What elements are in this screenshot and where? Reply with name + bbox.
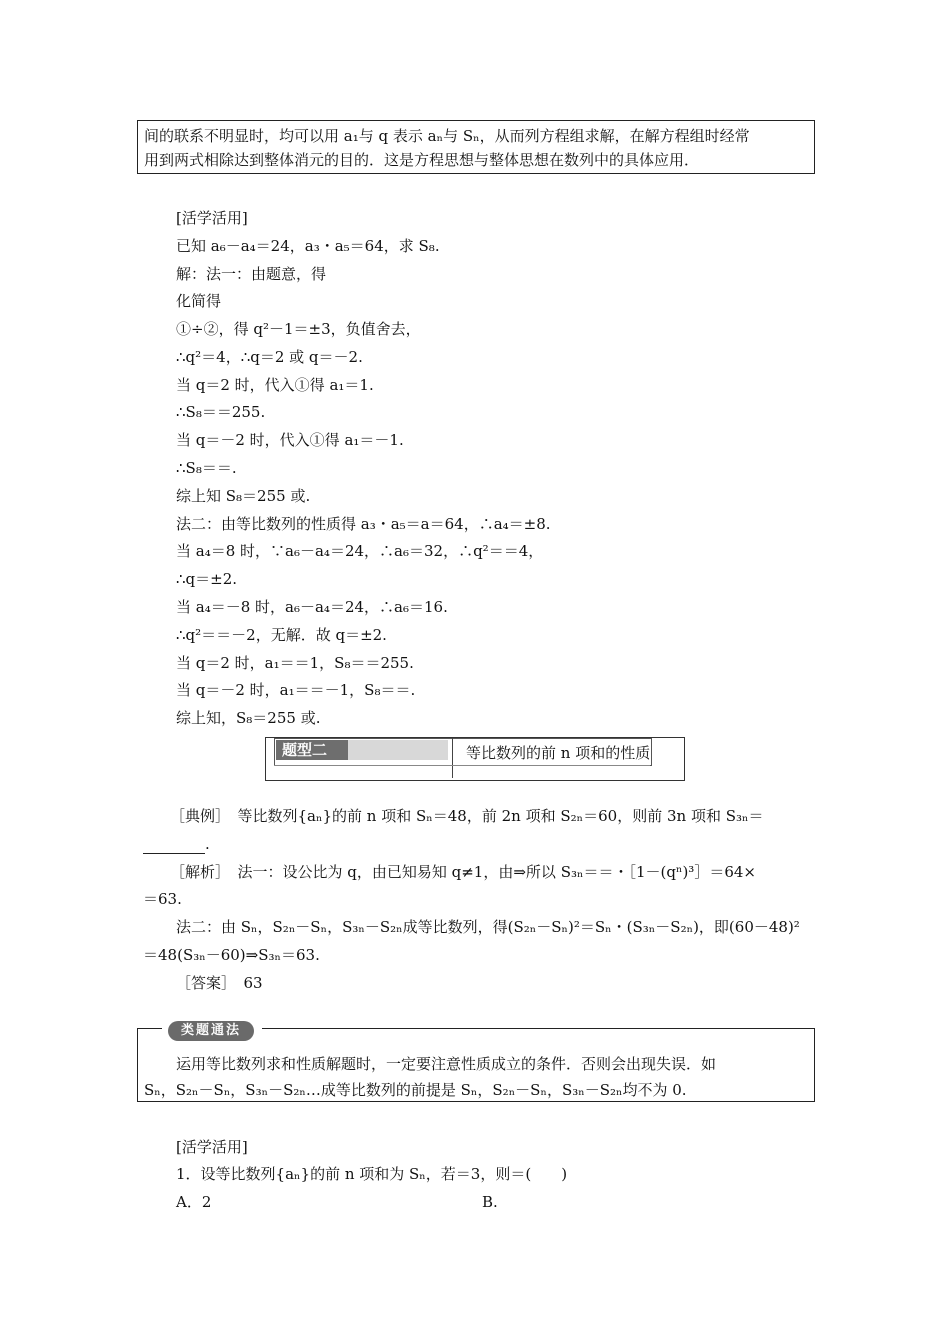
tip-line-2: Sₙ，S₂ₙ－Sₙ，S₃ₙ－S₂ₙ…成等比数列的前提是 Sₙ，S₂ₙ－Sₙ，S₃ₙ－S₂ₙ均不为 0. [144,1081,687,1099]
practice-line: 法二：由等比数列的性质得 a₃・a₅＝a＝64，∴a₄＝±8. [176,515,551,533]
practice-line: 当 q＝－2 时，代入①得 a₁＝－1. [176,431,404,449]
tip-tag: 类题通法 [168,1021,254,1041]
summary-line-1: 间的联系不明显时，均可以用 a₁与 q 表示 aₙ与 Sₙ，从而列方程组求解，在解方程组时经常 [144,127,750,145]
practice-line: ①÷②，得 q²－1＝±3，负值舍去， [176,320,421,338]
practice-line: ∴S₈＝＝. [176,459,237,477]
example-blank-suffix: . [205,835,210,853]
method2-line-2: ＝48(S₃ₙ－60)⇒S₃ₙ＝63. [143,946,320,964]
summary-line-2: 用到两式相除达到整体消元的目的．这是方程思想与整体思想在数列中的具体应用． [144,151,700,169]
example-question: ［典例］ 等比数列{aₙ}的前 n 项和 Sₙ＝48，前 2n 项和 S₂ₙ＝60，则前 3n 项和 S₃ₙ＝ [170,807,764,825]
example-blank-line [143,834,210,854]
practice-line: 解：法一：由题意，得 [176,265,327,283]
practice-line: 当 a₄＝8 时，∵a₆－a₄＝24，∴a₆＝32，∴q²＝＝4， [176,542,544,560]
practice-line: ∴q²＝＝－2，无解．故 q＝±2. [176,626,387,644]
analysis-line-2: ＝63. [143,890,182,908]
section-heading [265,737,685,781]
practice-line: 当 q＝2 时，代入①得 a₁＝1. [176,376,374,394]
practice-line: ∴S₈＝＝255. [176,403,266,421]
option-b: B. [482,1193,498,1211]
tip-line-1: 运用等比数列求和性质解题时，一定要注意性质成立的条件．否则会出现失误．如 [176,1055,717,1073]
practice-line: 综上知，S₈＝255 或. [176,709,321,727]
practice-line: 当 q＝－2 时，a₁＝＝－1，S₈＝＝. [176,681,416,699]
option-a: A．2 [176,1193,212,1211]
section-badge-tail [348,740,448,760]
practice-line: ∴q＝±2. [176,570,238,588]
section-title: 等比数列的前 n 项和的性质 [466,744,651,762]
practice-heading: [活学活用] [176,209,248,227]
answer-line: ［答案］ 63 [176,974,263,992]
answer-blank [143,839,205,854]
practice2-question: 1．设等比数列{aₙ}的前 n 项和为 Sₙ，若＝3，则＝( ) [176,1165,568,1183]
section-badge: 题型二 [276,740,348,760]
practice-line: 已知 a₆－a₄＝24，a₃・a₅＝64，求 S₈. [176,237,440,255]
section-divider [452,738,453,778]
analysis-line-1: ［解析］ 法一：设公比为 q，由已知易知 q≠1，由⇒所以 S₃ₙ＝＝・［1－(qⁿ)³］＝64× [170,863,756,881]
practice-line: 当 q＝2 时，a₁＝＝1，S₈＝＝255. [176,654,414,672]
practice-line: 当 a₄＝－8 时，a₆－a₄＝24，∴a₆＝16. [176,598,448,616]
practice-line: 化简得 [176,292,222,310]
practice2-heading: [活学活用] [176,1138,248,1156]
practice-line: ∴q²＝4，∴q＝2 或 q＝－2. [176,348,363,366]
tip-box [137,1023,815,1102]
method-summary-box [137,120,815,174]
method2-line-1: 法二：由 Sₙ，S₂ₙ－Sₙ，S₃ₙ－S₂ₙ成等比数列，得(S₂ₙ－Sₙ)²＝Sₙ・(S₃ₙ－S₂ₙ)，即(60－48)² [176,918,800,936]
section-underline [274,765,650,766]
practice-line: 综上知 S₈＝255 或. [176,487,311,505]
